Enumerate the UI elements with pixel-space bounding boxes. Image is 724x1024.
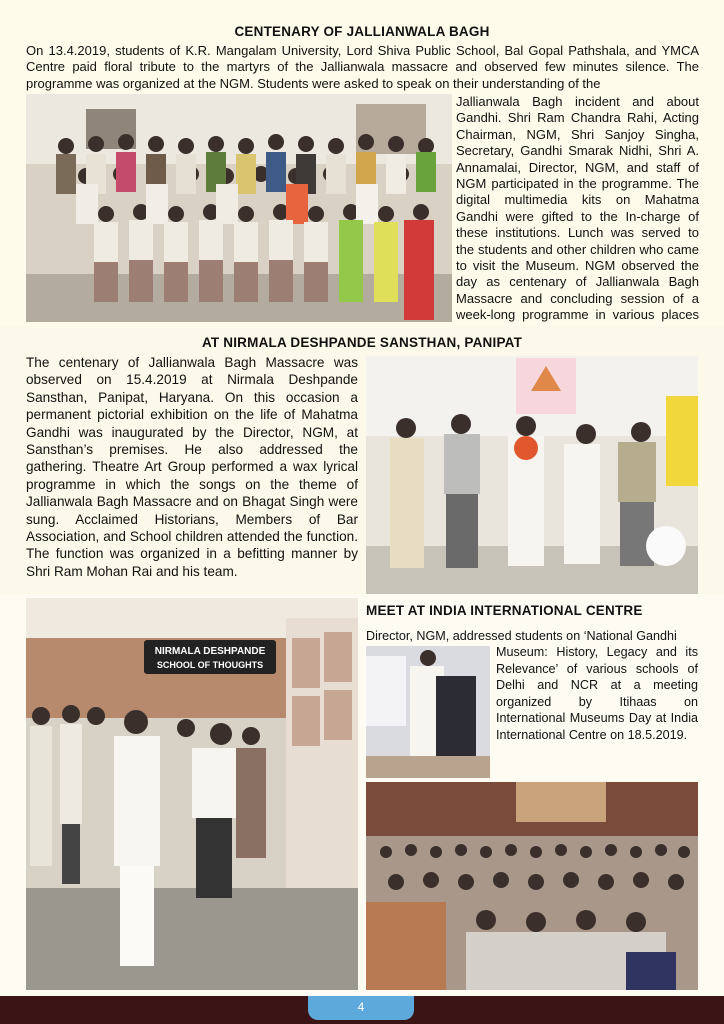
section-side-text: Museum: History, Legacy and its Relevance’ of various schools of Delhi and NCR at a meeting organized by Itihaas on International Museums Day at India International Centre on 18.5.2019. bbox=[496, 645, 698, 742]
page-number: 4 bbox=[308, 996, 414, 1020]
section-panipat bbox=[0, 326, 724, 594]
photo-speaker-podium bbox=[366, 646, 490, 778]
section-title: MEET AT INDIA INTERNATIONAL CENTRE bbox=[366, 603, 643, 618]
photo-panipat-gathering bbox=[366, 356, 698, 594]
section-india-international-centre bbox=[0, 594, 724, 996]
section-intro-text: On 13.4.2019, students of K.R. Mangalam University, Lord Shiva Public School, Bal Gopal Pathshala, and YMCA Centre paid floral tribute to the martyrs of the Jallianwala massacre and observed few minutes silence. The programme was organized at the NGM. Students were asked to speak on their understanding of the bbox=[26, 43, 699, 91]
group-photo-students bbox=[26, 94, 452, 322]
section-body-text: The centenary of Jallianwala Bagh Massacre was observed on 15.4.2019 at Nirmala Deshpande Sansthan, Panipat, Haryana. On this occasion a permanent pictorial exhibition on the life of Mahatma Gandhi was inaugurated by the Director, NGM, at Sansthan’s premises. He also addressed the gathering. Theatre Art Group performed a wax lyrical programme in which the songs on the theme of Jallianwala Bagh Massacre and on Bhagat Singh were sung. Acclaimed Historians, Members of Bar Association, and School children attended the function. The function was organized in a befitting manner by Shri Ram Mohan Rai and his team. bbox=[26, 355, 358, 579]
page-footer bbox=[0, 996, 724, 1024]
section-intro-text: Director, NGM, addressed students on ‘National Gandhi bbox=[366, 629, 677, 643]
section-jallianwala-centenary bbox=[0, 0, 724, 326]
photo-exhibition-walk bbox=[26, 598, 358, 990]
photo-audience bbox=[366, 782, 698, 990]
sign-line-2: SCHOOL OF THOUGHTS bbox=[156, 660, 264, 670]
section-title: AT NIRMALA DESHPANDE SANSTHAN, PANIPAT bbox=[201, 335, 523, 350]
section-side-text: Jallianwala Bagh incident and about Gandhi. Shri Ram Chandra Rahi, Acting Chairman, NGM, Shri Sanjoy Singha, Secretary, Gandhi Smarak Nidhi, Shri A. Annamalai, Director, NGM, and staff of NGM participated in the programme. The digital multimedia kits on Mahatma Gandhi were gifted to the In-charge of these institutions. Lunch was served to the students and other children who came to visit the Museum. NGM observed the day as centenary of Jallianwala Bagh Massacre and concluding session of a week-long programme in various places bbox=[456, 94, 699, 323]
sign-line-1: NIRMALA DESHPANDE bbox=[154, 646, 266, 657]
section-title: CENTENARY OF JALLIANWALA BAGH bbox=[234, 24, 490, 39]
